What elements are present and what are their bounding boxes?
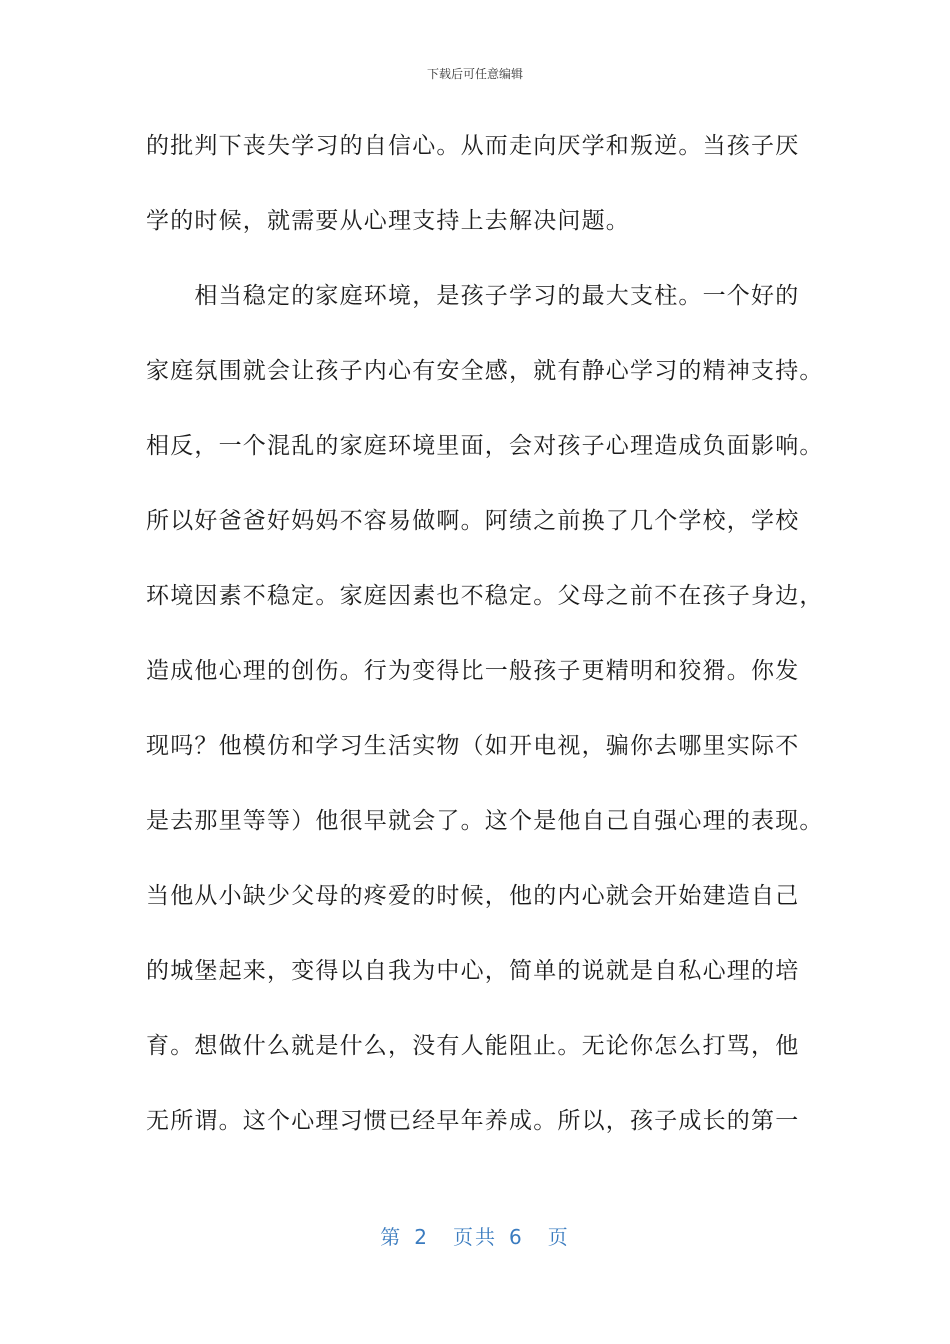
text-line: 育。想做什么就是什么，没有人能阻止。无论你怎么打骂，他: [146, 1033, 800, 1059]
text-line: 现吗？他模仿和学习生活实物（如开电视，骗你去哪里实际不: [146, 733, 800, 759]
text-line: 造成他心理的创伤。行为变得比一般孩子更精明和狡猾。你发: [146, 658, 800, 684]
text-line: 所以好爸爸好妈妈不容易做啊。阿绩之前换了几个学校，学校: [146, 508, 800, 534]
text-line: 相当稳定的家庭环境，是孩子学习的最大支柱。一个好的: [146, 283, 800, 309]
text-line: 的城堡起来，变得以自我为中心，简单的说就是自私心理的培: [146, 958, 800, 984]
page-header: [0, 66, 950, 82]
text-line: 相反，一个混乱的家庭环境里面，会对孩子心理造成负面影响。: [146, 433, 824, 459]
text-line: 家庭氛围就会让孩子内心有安全感，就有静心学习的精神支持。: [146, 358, 824, 384]
page-suffix: 页: [547, 1225, 570, 1249]
total-pages-number: 6: [509, 1225, 524, 1249]
current-page-number: 2: [414, 1225, 429, 1249]
text-line: 环境因素不稳定。家庭因素也不稳定。父母之前不在孩子身边，: [146, 583, 824, 609]
page-word: 第: [380, 1225, 403, 1249]
document-body: [146, 124, 826, 1174]
header-text: 下载后可任意编辑: [426, 67, 523, 81]
text-line: 的批判下丧失学习的自信心。从而走向厌学和叛逆。当孩子厌: [146, 133, 800, 159]
text-line: 无所谓。这个心理习惯已经早年养成。所以，孩子成长的第一: [146, 1108, 800, 1134]
page-footer: [0, 1222, 950, 1252]
text-line: 是去那里等等）他很早就会了。这个是他自己自强心理的表现。: [146, 808, 824, 834]
page-of-label: 页共: [453, 1225, 497, 1249]
text-line: 当他从小缺少父母的疼爱的时候，他的内心就会开始建造自己: [146, 883, 800, 909]
text-line: 学的时候，就需要从心理支持上去解决问题。: [146, 208, 630, 234]
